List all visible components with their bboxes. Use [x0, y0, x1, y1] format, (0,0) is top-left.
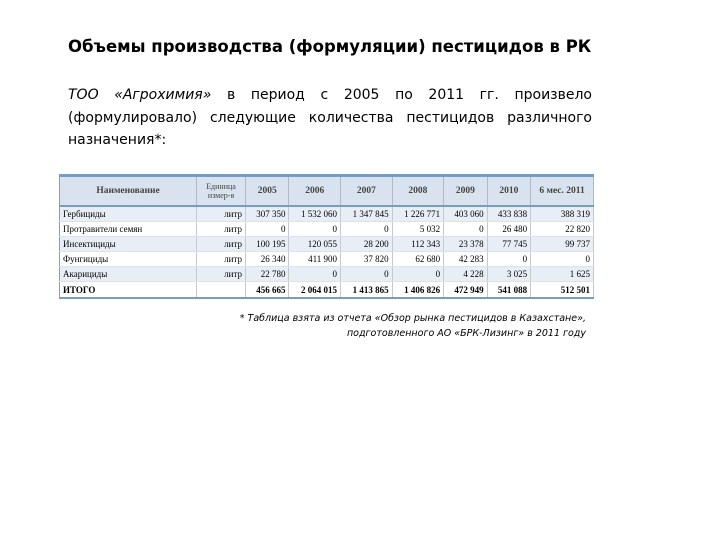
total-cell: 512 501 [531, 282, 594, 299]
total-cell: 2 064 015 [289, 282, 341, 299]
row-value-cell: 26 340 [246, 252, 289, 267]
row-value-cell: 403 060 [444, 206, 487, 222]
total-cell: 541 088 [487, 282, 530, 299]
column-header-unit: Единица измер-я [197, 176, 246, 207]
row-value-cell: 411 900 [289, 252, 341, 267]
row-value-cell: 0 [487, 252, 530, 267]
row-value-cell: 112 343 [392, 237, 444, 252]
row-name-cell: Протравители семян [60, 222, 197, 237]
intro-paragraph [68, 84, 592, 152]
row-name-cell: Гербициды [60, 206, 197, 222]
total-label: ИТОГО [60, 282, 197, 299]
row-name-cell: Фунгициды [60, 252, 197, 267]
table-row [60, 206, 594, 222]
column-header-2011-6m: 6 мес. 2011 [531, 176, 594, 207]
row-value-cell: 0 [246, 222, 289, 237]
row-value-cell: 1 347 845 [341, 206, 393, 222]
row-value-cell: 388 319 [531, 206, 594, 222]
row-name-cell: Акарициды [60, 267, 197, 282]
row-value-cell: 23 378 [444, 237, 487, 252]
row-value-cell: 0 [341, 222, 393, 237]
column-header-2005: 2005 [246, 176, 289, 207]
intro-text: в период с 2005 по 2011 гг. произвело (формулировало) следующие количества пестицидов различного назначения*: [68, 87, 592, 148]
row-value-cell: 0 [392, 267, 444, 282]
footnote [200, 311, 586, 341]
total-cell: 456 665 [246, 282, 289, 299]
pesticide-volume-table [59, 174, 594, 299]
row-value-cell: 28 200 [341, 237, 393, 252]
table-row [60, 237, 594, 252]
row-name-cell: Инсектициды [60, 237, 197, 252]
row-value-cell: 99 737 [531, 237, 594, 252]
row-value-cell: 0 [289, 267, 341, 282]
row-value-cell: 22 780 [246, 267, 289, 282]
column-header-name: Наименование [60, 176, 197, 207]
row-value-cell: 100 195 [246, 237, 289, 252]
row-unit-cell: литр [197, 206, 246, 222]
column-header-2010: 2010 [487, 176, 530, 207]
row-value-cell: 37 820 [341, 252, 393, 267]
row-value-cell: 4 228 [444, 267, 487, 282]
table-row [60, 252, 594, 267]
total-cell: 472 949 [444, 282, 487, 299]
row-value-cell: 0 [341, 267, 393, 282]
total-cell: 1 406 826 [392, 282, 444, 299]
total-unit [197, 282, 246, 299]
column-header-2006: 2006 [289, 176, 341, 207]
row-value-cell: 3 025 [487, 267, 530, 282]
row-unit-cell: литр [197, 252, 246, 267]
row-value-cell: 5 032 [392, 222, 444, 237]
row-value-cell: 77 745 [487, 237, 530, 252]
row-value-cell: 307 350 [246, 206, 289, 222]
row-value-cell: 26 480 [487, 222, 530, 237]
footnote-line: * Таблица взята из отчета «Обзор рынка пестицидов в Казахстане», [239, 313, 586, 324]
organization-name: ТОО «Агрохимия» [68, 87, 212, 103]
table-row [60, 267, 594, 282]
row-value-cell: 0 [444, 222, 487, 237]
row-value-cell: 1 625 [531, 267, 594, 282]
row-unit-cell: литр [197, 267, 246, 282]
row-value-cell: 433 838 [487, 206, 530, 222]
row-value-cell: 42 283 [444, 252, 487, 267]
row-value-cell: 1 226 771 [392, 206, 444, 222]
total-cell: 1 413 865 [341, 282, 393, 299]
row-value-cell: 0 [289, 222, 341, 237]
footnote-line: подготовленного АО «БРК-Лизинг» в 2011 году [346, 328, 586, 339]
column-header-2007: 2007 [341, 176, 393, 207]
row-value-cell: 0 [531, 252, 594, 267]
row-unit-cell: литр [197, 222, 246, 237]
table-row [60, 222, 594, 237]
table-header-row [60, 176, 594, 207]
row-value-cell: 62 680 [392, 252, 444, 267]
row-value-cell: 22 820 [531, 222, 594, 237]
table-body [60, 206, 594, 282]
column-header-2008: 2008 [392, 176, 444, 207]
row-value-cell: 120 055 [289, 237, 341, 252]
page-title: Объемы производства (формуляции) пестицидов в РК [68, 37, 592, 56]
column-header-2009: 2009 [444, 176, 487, 207]
row-value-cell: 1 532 060 [289, 206, 341, 222]
row-unit-cell: литр [197, 237, 246, 252]
table-total-row [60, 282, 594, 299]
